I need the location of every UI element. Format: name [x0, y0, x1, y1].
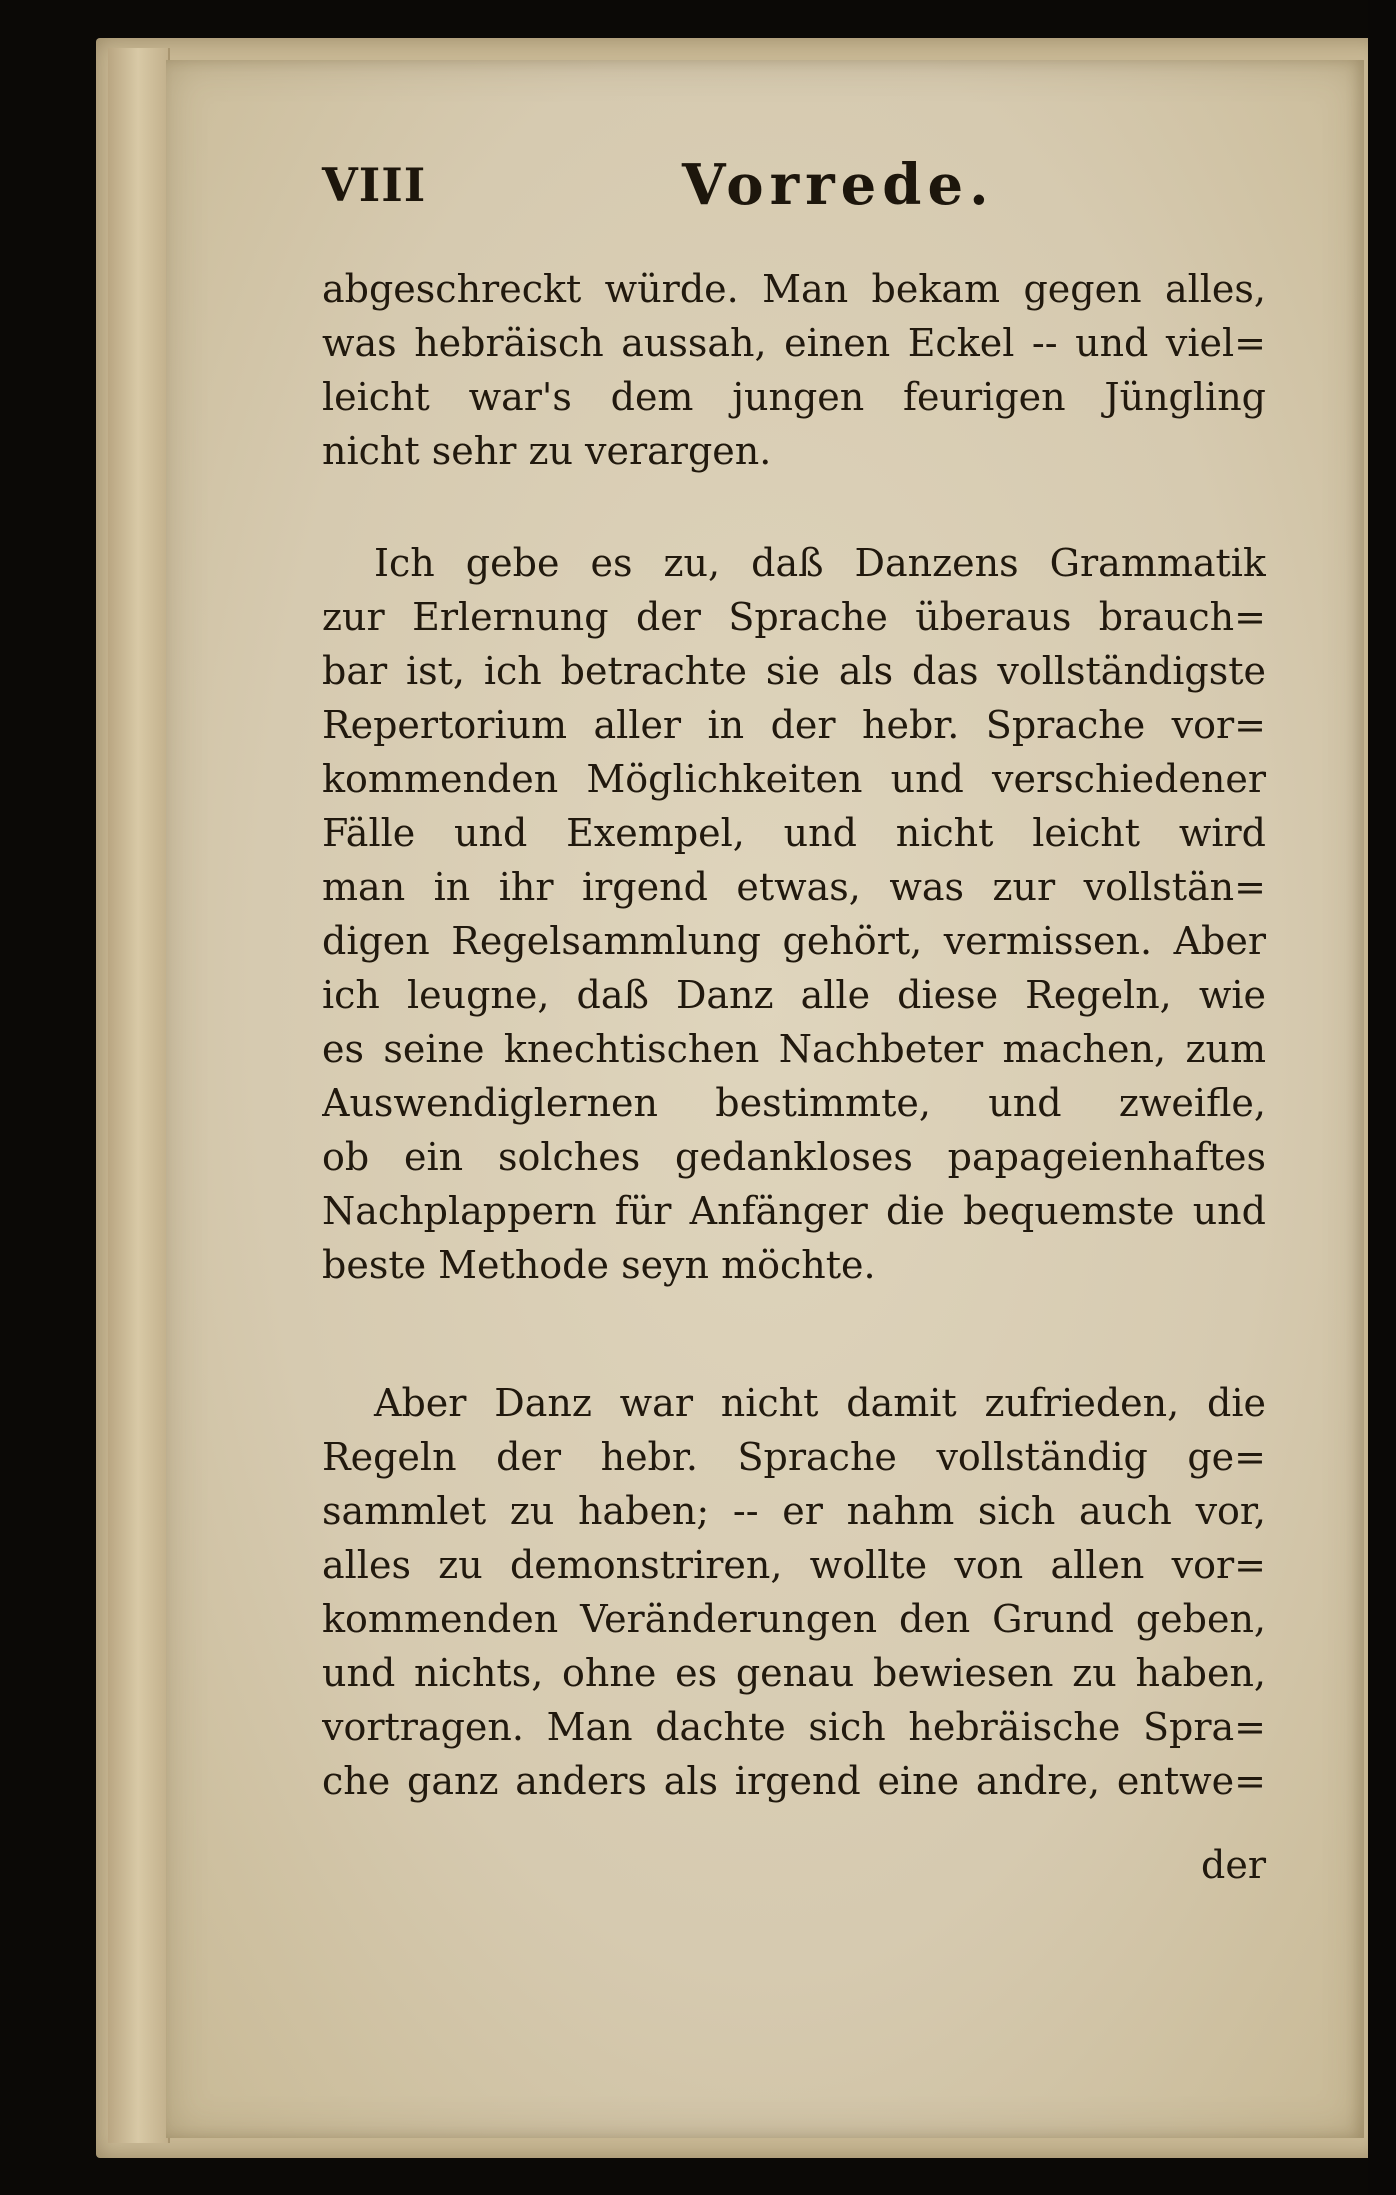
text-line: was hebräisch aussah, einen Eckel -- und viel= [322, 321, 1266, 365]
text-line: leicht war's dem jungen feurigen Jüngling [322, 375, 1266, 419]
text-line: ich leugne, daß Danz alle diese Regeln, wie [322, 973, 1266, 1017]
text-line: abgeschreckt würde. Man bekam gegen alles, [322, 267, 1266, 311]
catchword-row [322, 1838, 1266, 1892]
text-line: zur Erlernung der Sprache überaus brauch= [322, 595, 1266, 639]
text-line: Ich gebe es zu, daß Danzens Grammatik [374, 541, 1266, 585]
text-line: kommenden Möglichkeiten und verschiedener [322, 757, 1266, 801]
paragraph-3 [322, 1376, 1266, 1808]
text-line: Nachplappern für Anfänger die bequemste und [322, 1189, 1266, 1233]
page-header [322, 152, 1322, 232]
text-line: digen Regelsammlung gehört, vermissen. Aber [322, 919, 1266, 963]
paragraph-1 [322, 262, 1266, 478]
text-line: bar ist, ich betrachte sie als das vollständigste [322, 649, 1266, 693]
right-dark-band [1368, 0, 1396, 2195]
text-line: Auswendiglernen bestimmte, und zweifle, [322, 1081, 1266, 1125]
text-line: ob ein solches gedankloses papageienhaftes [322, 1135, 1266, 1179]
text-line: beste Methode seyn möchte. [322, 1243, 876, 1287]
text-line: Fälle und Exempel, und nicht leicht wird [322, 811, 1266, 855]
text-line: Aber Danz war nicht damit zufrieden, die [374, 1381, 1266, 1425]
text-line: man in ihr irgend etwas, was zur vollstän= [322, 865, 1266, 909]
text-line: es seine knechtischen Nachbeter machen, zum [322, 1027, 1266, 1071]
page-stack-edge [108, 48, 170, 2143]
text-line: vortragen. Man dachte sich hebräische Spra= [322, 1705, 1266, 1749]
running-head: Vorrede. [682, 152, 995, 218]
text-line: Regeln der hebr. Sprache vollständig ge= [322, 1435, 1266, 1479]
catchword: der [1201, 1843, 1266, 1887]
text-line: und nichts, ohne es genau bewiesen zu haben, [322, 1651, 1266, 1695]
text-line: Repertorium aller in der hebr. Sprache vor= [322, 703, 1266, 747]
text-line: sammlet zu haben; -- er nahm sich auch vor, [322, 1489, 1266, 1533]
text-line: alles zu demonstriren, wollte von allen vor= [322, 1543, 1266, 1587]
paragraph-2 [322, 536, 1266, 1292]
text-line: che ganz anders als irgend eine andre, entwe= [322, 1759, 1266, 1803]
text-line: kommenden Veränderungen den Grund geben, [322, 1597, 1266, 1641]
page-number: VIII [322, 158, 427, 212]
text-line: nicht sehr zu verargen. [322, 429, 772, 473]
